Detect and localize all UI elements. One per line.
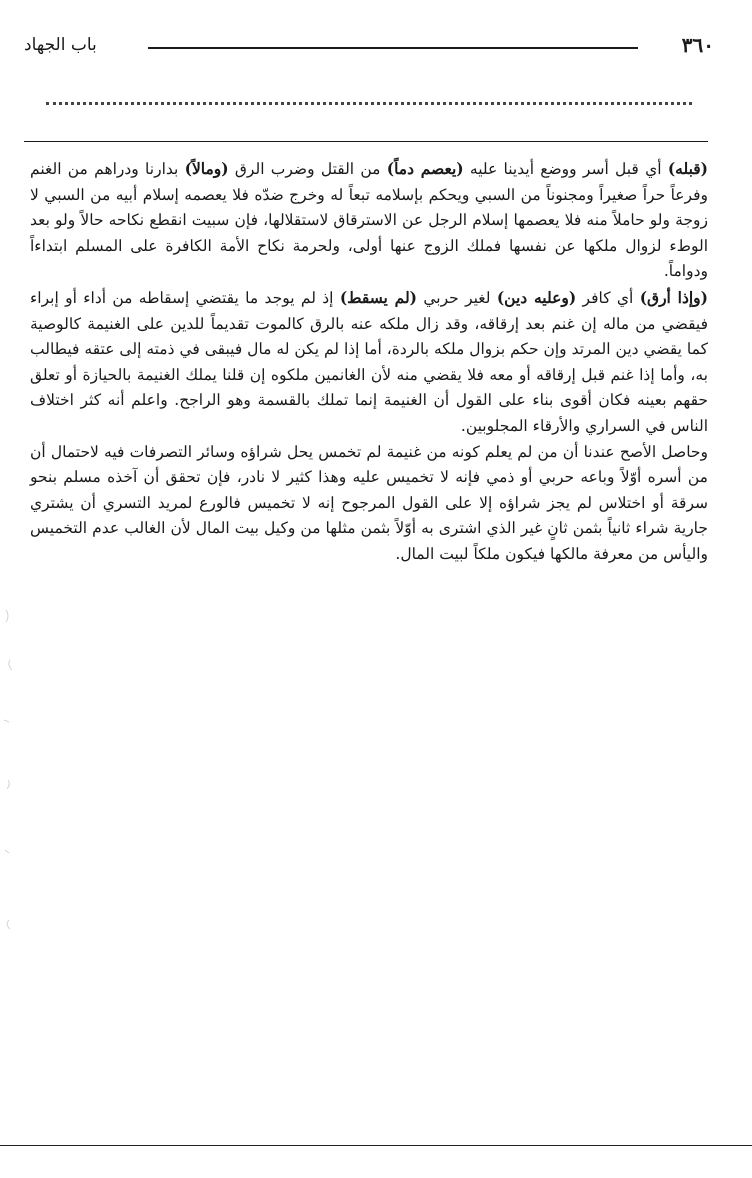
text-run: (وعليه دين) bbox=[496, 287, 577, 307]
page-header bbox=[24, 30, 714, 64]
paragraph bbox=[30, 156, 708, 285]
header-rule bbox=[148, 47, 638, 49]
commentary-body bbox=[30, 156, 708, 568]
scan-edge-marks bbox=[0, 600, 40, 980]
text-run: أي كافر bbox=[576, 288, 640, 307]
page-number: ٣٦٠ bbox=[681, 33, 714, 57]
commentary-separator bbox=[24, 141, 708, 142]
text-run: (قبله) bbox=[667, 159, 709, 178]
text-run: وحاصل الأصح عندنا أن من لم يعلم كونه من غنيمة لم تخمس يحل شراؤه وسائر التصرفات فيه لاحتمال أن من أسره أوّلاً وباعه حربي أو ذمي فإنه لا تخميس عليه وهذا كثير لا نادر، فإن تحقق أن آخذه مسلم بنحو سرقة أو اختلاس لم يجز شراؤه إلا على القول المرجوح إنه لا تخميس فالورع لمريد التسري أن يشتري جارية شراء ثانياً بثمن ثانٍ غير الذي اشترى به أوّلاً بثمن مثلها من وكيل بيت المال لأن الغالب عدم التخميس واليأس من معرفة مالكها فيكون ملكاً لبيت المال. bbox=[30, 442, 708, 563]
text-run: إذ لم يوجد ما يقتضي إسقاطه من أداء أو إبراء فيقضي من ماله إن غنم بعد إرقاقه، وقد زال ملكه عنه بالرق كالموت تقديماً للدين على الغنيمة كالوصية كما يقضي دين المرتد وإن حكم بزوال ملكه بالردة، أما إذا لم يكن له مال فيبقى في ذمته إلى عتقه فيطالب به، وأما إذا غنم قبل إرقاقه أو معه فلا يقضي منه لأن الغانمين ملكوه إن قلنا يملك الغنيمة بالحيازة أو تعلق حقهم بعينه فكان أقوى بناء على القول أن الغنيمة إنما تملك بالقسمة وهو الراجح. واعلم أنه كثر اختلاف الناس في السراري والأرقاء المجلوبين. bbox=[30, 288, 708, 435]
text-run: من القتل وضرب الرق bbox=[228, 160, 387, 178]
text-run: (ومالاً) bbox=[184, 159, 229, 178]
paragraph bbox=[30, 440, 708, 568]
dotted-separator bbox=[46, 102, 692, 105]
text-run: لغير حربي bbox=[417, 288, 497, 307]
text-run: أي قبل أسر ووضع أيدينا عليه bbox=[463, 160, 668, 178]
text-run: بدارنا ودراهم من الغنم وفرعاً حراً صغيراً ومجنوناً من السبي ويحكم بإسلامه تبعاً له وخرج ضدّه فلا يعصمه إسلام أبيه من السبي لا زوجة ولو حاملاً منه فلا يعصمها إسلام الرجل عن الاسترقاق لاستقلالها، فإن سبيت انقطع نكاحه حالاً ولو بعد الوطء لزوال ملكها عن نفسها فملك الزوج عنها أولى، ولحرمة نكاح الأمة الكافرة على المسلم ابتداءاً ودواماً. bbox=[30, 160, 708, 281]
paragraph bbox=[30, 285, 708, 440]
text-run: (لم يسقط) bbox=[339, 287, 418, 307]
chapter-title: باب الجهاد bbox=[24, 35, 97, 55]
text-run: (وإذا أرق) bbox=[639, 287, 708, 307]
footer-rule bbox=[0, 1145, 752, 1146]
text-run: (يعصم دماً) bbox=[386, 159, 464, 178]
